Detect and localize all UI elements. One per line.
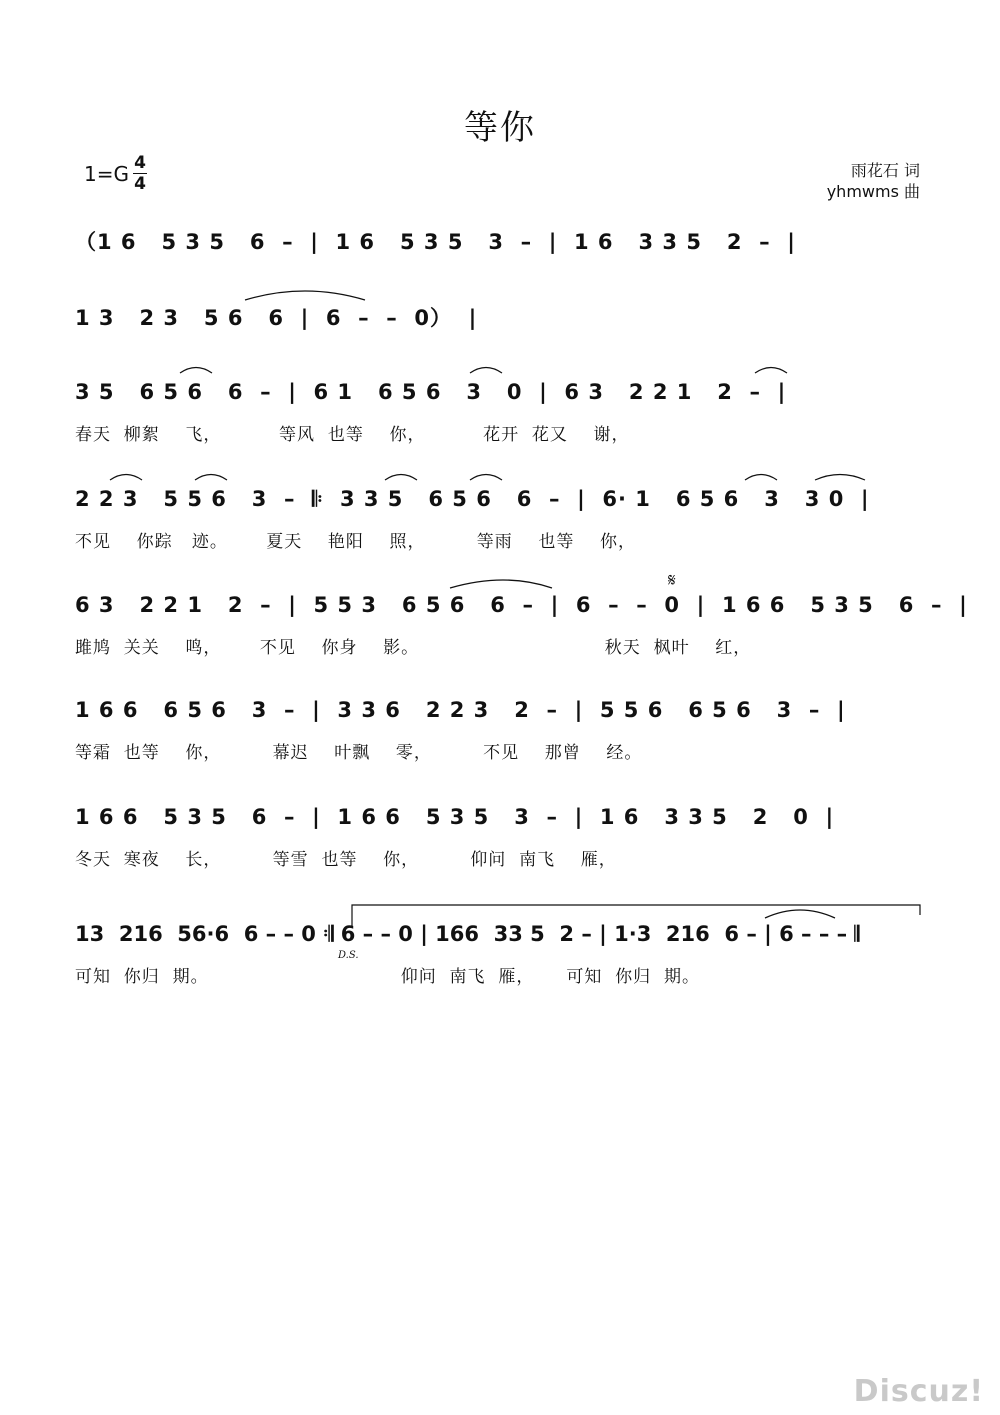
ending-bracket <box>352 905 920 928</box>
notation-system-4: 2 2 3 5 5 6 3 – 𝄆 3 3 5 6 5 6 6 – | 6· 1 6 5 6 3 3 0 | <box>75 487 870 511</box>
notation-system-1: （1 6 5 3 5 6 – | 1 6 5 3 5 3 – | 1 6 3 3 5 2 – | <box>75 230 796 254</box>
tie-slur <box>765 910 835 918</box>
lyrics-system-7: 冬天 寒夜 长， 等雪 也等 你， 仰问 南飞 雁， <box>75 850 617 870</box>
slur <box>195 475 227 481</box>
slur <box>385 475 417 481</box>
lyrics-system-6: 等霜 也等 你， 幕迟 叶飘 零， 不见 那曾 经。 <box>75 743 643 763</box>
slur <box>470 475 502 481</box>
notation-system-6: 1 6 6 6 5 6 3 – | 3 3 6 2 2 3 2 – | 5 5 6 6 5 6 3 – | <box>75 698 846 722</box>
lyrics-system-3: 春天 柳絮 飞， 等风 也等 你， 花开 花又 谢， <box>75 425 630 445</box>
lyrics-system-8: 可知 你归 期。 仰问 南飞 雁， 可知 你归 期。 <box>75 967 700 987</box>
notation-system-2: 1 3 2 3 5 6 6 | 6 – – 0） | <box>75 306 478 330</box>
notation-system-8: 13 216 56·6 6 – – 0 𝄇 6 – – 0 | 166 33 5 2 – | 1·3 216 6 – | 6 – – – 𝄂 <box>75 922 860 946</box>
slur <box>180 368 212 374</box>
key-signature: 1=G <box>84 162 129 186</box>
lyrics-system-5: 雎鸠 关关 鸣， 不见 你身 影。 秋天 枫叶 红， <box>75 638 752 658</box>
composer: yhmwms 曲 <box>826 182 920 201</box>
time-signature-bottom: 4 <box>134 174 146 194</box>
slur <box>470 368 502 374</box>
lyricist: 雨花石 词 <box>850 161 920 180</box>
slur <box>110 475 142 481</box>
ds-marking: D.S. <box>338 950 359 961</box>
tie-slur <box>245 291 365 300</box>
lyrics-system-4: 不见 你踪 迹。 夏天 艳阳 照， 等雨 也等 你， <box>75 532 636 552</box>
watermark: Discuz! <box>853 1374 984 1409</box>
tie-slur <box>450 580 552 588</box>
song-title: 等你 <box>464 108 536 148</box>
slur <box>755 368 787 374</box>
notation-system-3: 3 5 6 5 6 6 – | 6 1 6 5 6 3 0 | 6 3 2 2 1 2 – | <box>75 380 787 404</box>
notation-system-7: 1 6 6 5 3 5 6 – | 1 6 6 5 3 5 3 – | 1 6 3 3 5 2 0 | <box>75 805 835 829</box>
time-signature-top: 4 <box>134 153 146 173</box>
segno-sign: 𝄋 <box>668 570 676 591</box>
slur <box>745 475 777 481</box>
slur <box>815 475 865 481</box>
notation-system-5: 6 3 2 2 1 2 – | 5 5 3 6 5 6 6 – | 6 – – 0 | 1 6 6 5 3 5 6 – | <box>75 593 968 617</box>
